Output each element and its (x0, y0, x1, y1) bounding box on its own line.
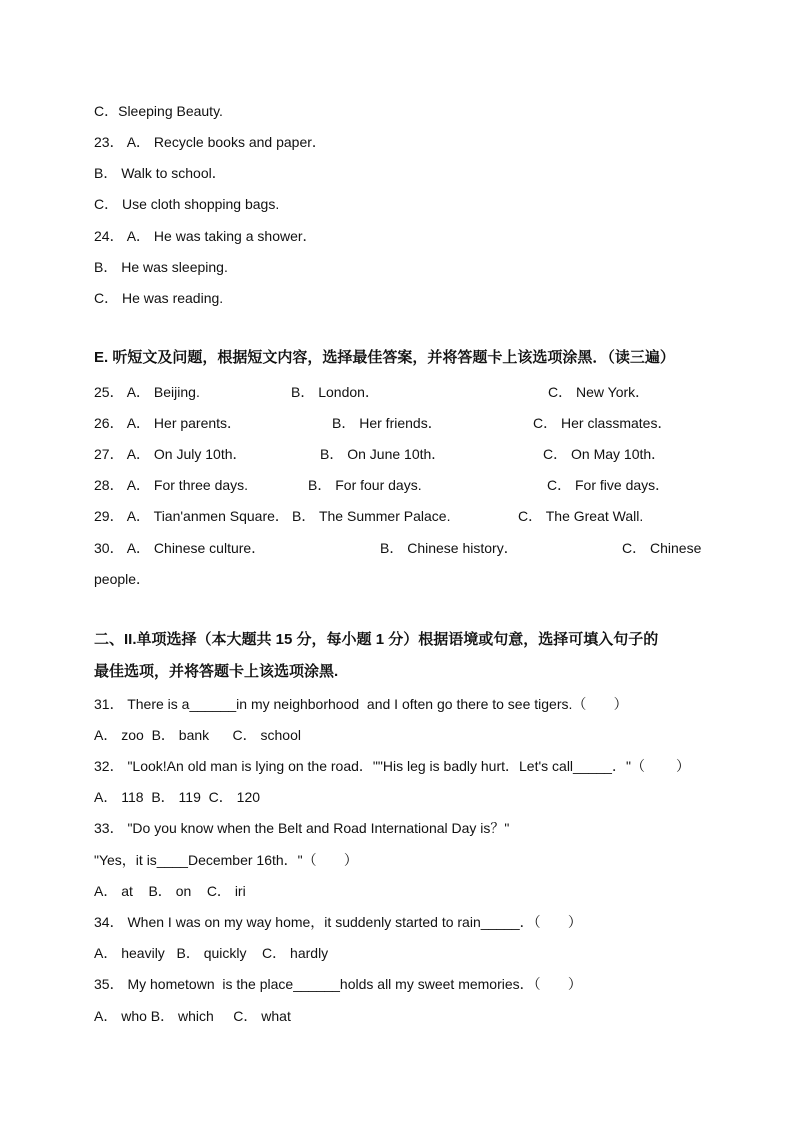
options-31: A． zoo B． bank C． school (94, 727, 301, 743)
option-c: C． Her classmates． (533, 415, 672, 431)
question-32: 32． "Look!An old man is lying on the road．""His leg is badly hurt．Let's call_____．"（ ） (94, 758, 691, 774)
question-34: 34． When I was on my way home，it suddenly started to rain_____．（ ） (94, 914, 582, 930)
option-a: 25． A． Beijing. (94, 384, 200, 400)
option-b: B． For four days. (308, 477, 422, 493)
section-2-heading: 二、II.单项选择（本大题共 15 分，每小题 1 分）根据语境或句意，选择可填入句子的 (94, 631, 659, 648)
section-2-heading-cont: 最佳选项，并将答题卡上该选项涂黑. (94, 663, 339, 680)
question-33: 33． "Do you know when the Belt and Road International Day is？" (94, 820, 510, 836)
option-line: C． He was reading. (94, 290, 224, 306)
wrapped-text: people． (94, 571, 151, 587)
option-a: 26． A． Her parents． (94, 415, 242, 431)
section-e-heading: E. 听短文及问题，根据短文内容，选择最佳答案，并将答题卡上该选项涂黑．（读三遍） (94, 349, 675, 366)
options-33: A． at B． on C． iri (94, 883, 246, 899)
option-b: B． Chinese history． (380, 540, 518, 556)
question-33-cont: "Yes，it is____December 16th．"（ ） (94, 852, 358, 868)
options-35: A． who B． which C． what (94, 1008, 291, 1024)
question-35: 35． My hometown is the place______holds all my sweet memories．（ ） (94, 976, 582, 992)
option-c: C． New York． (548, 384, 650, 400)
option-a: 28． A． For three days. (94, 477, 249, 493)
option-line: B． He was sleeping. (94, 259, 228, 275)
option-c: C． On May 10th． (543, 446, 666, 462)
options-34: A． heavily B． quickly C． hardly (94, 945, 329, 961)
option-line: C．Sleeping Beauty. (94, 103, 223, 119)
question-31: 31． There is a______in my neighborhood and I often go there to see tigers.（ ） (94, 696, 628, 712)
option-c: C． Chinese (622, 540, 702, 556)
option-b: B． On June 10th． (320, 446, 446, 462)
option-line: B． Walk to school． (94, 165, 226, 181)
option-c: C． For five days． (547, 477, 670, 493)
option-a: 29． A． Tian'anmen Square． (94, 508, 289, 524)
option-b: B． Her friends． (332, 415, 442, 431)
option-line: C． Use cloth shopping bags. (94, 196, 280, 212)
option-b: B． London． (291, 384, 379, 400)
question-23: 23． A． Recycle books and paper． (94, 134, 326, 150)
options-32: A． 118 B． 119 C． 120 (94, 789, 261, 805)
option-a: 30． A． Chinese culture． (94, 540, 266, 556)
option-b: B． The Summer Palace. (292, 508, 451, 524)
option-c: C． The Great Wall. (518, 508, 644, 524)
question-24: 24． A． He was taking a shower． (94, 228, 317, 244)
option-a: 27． A． On July 10th． (94, 446, 247, 462)
